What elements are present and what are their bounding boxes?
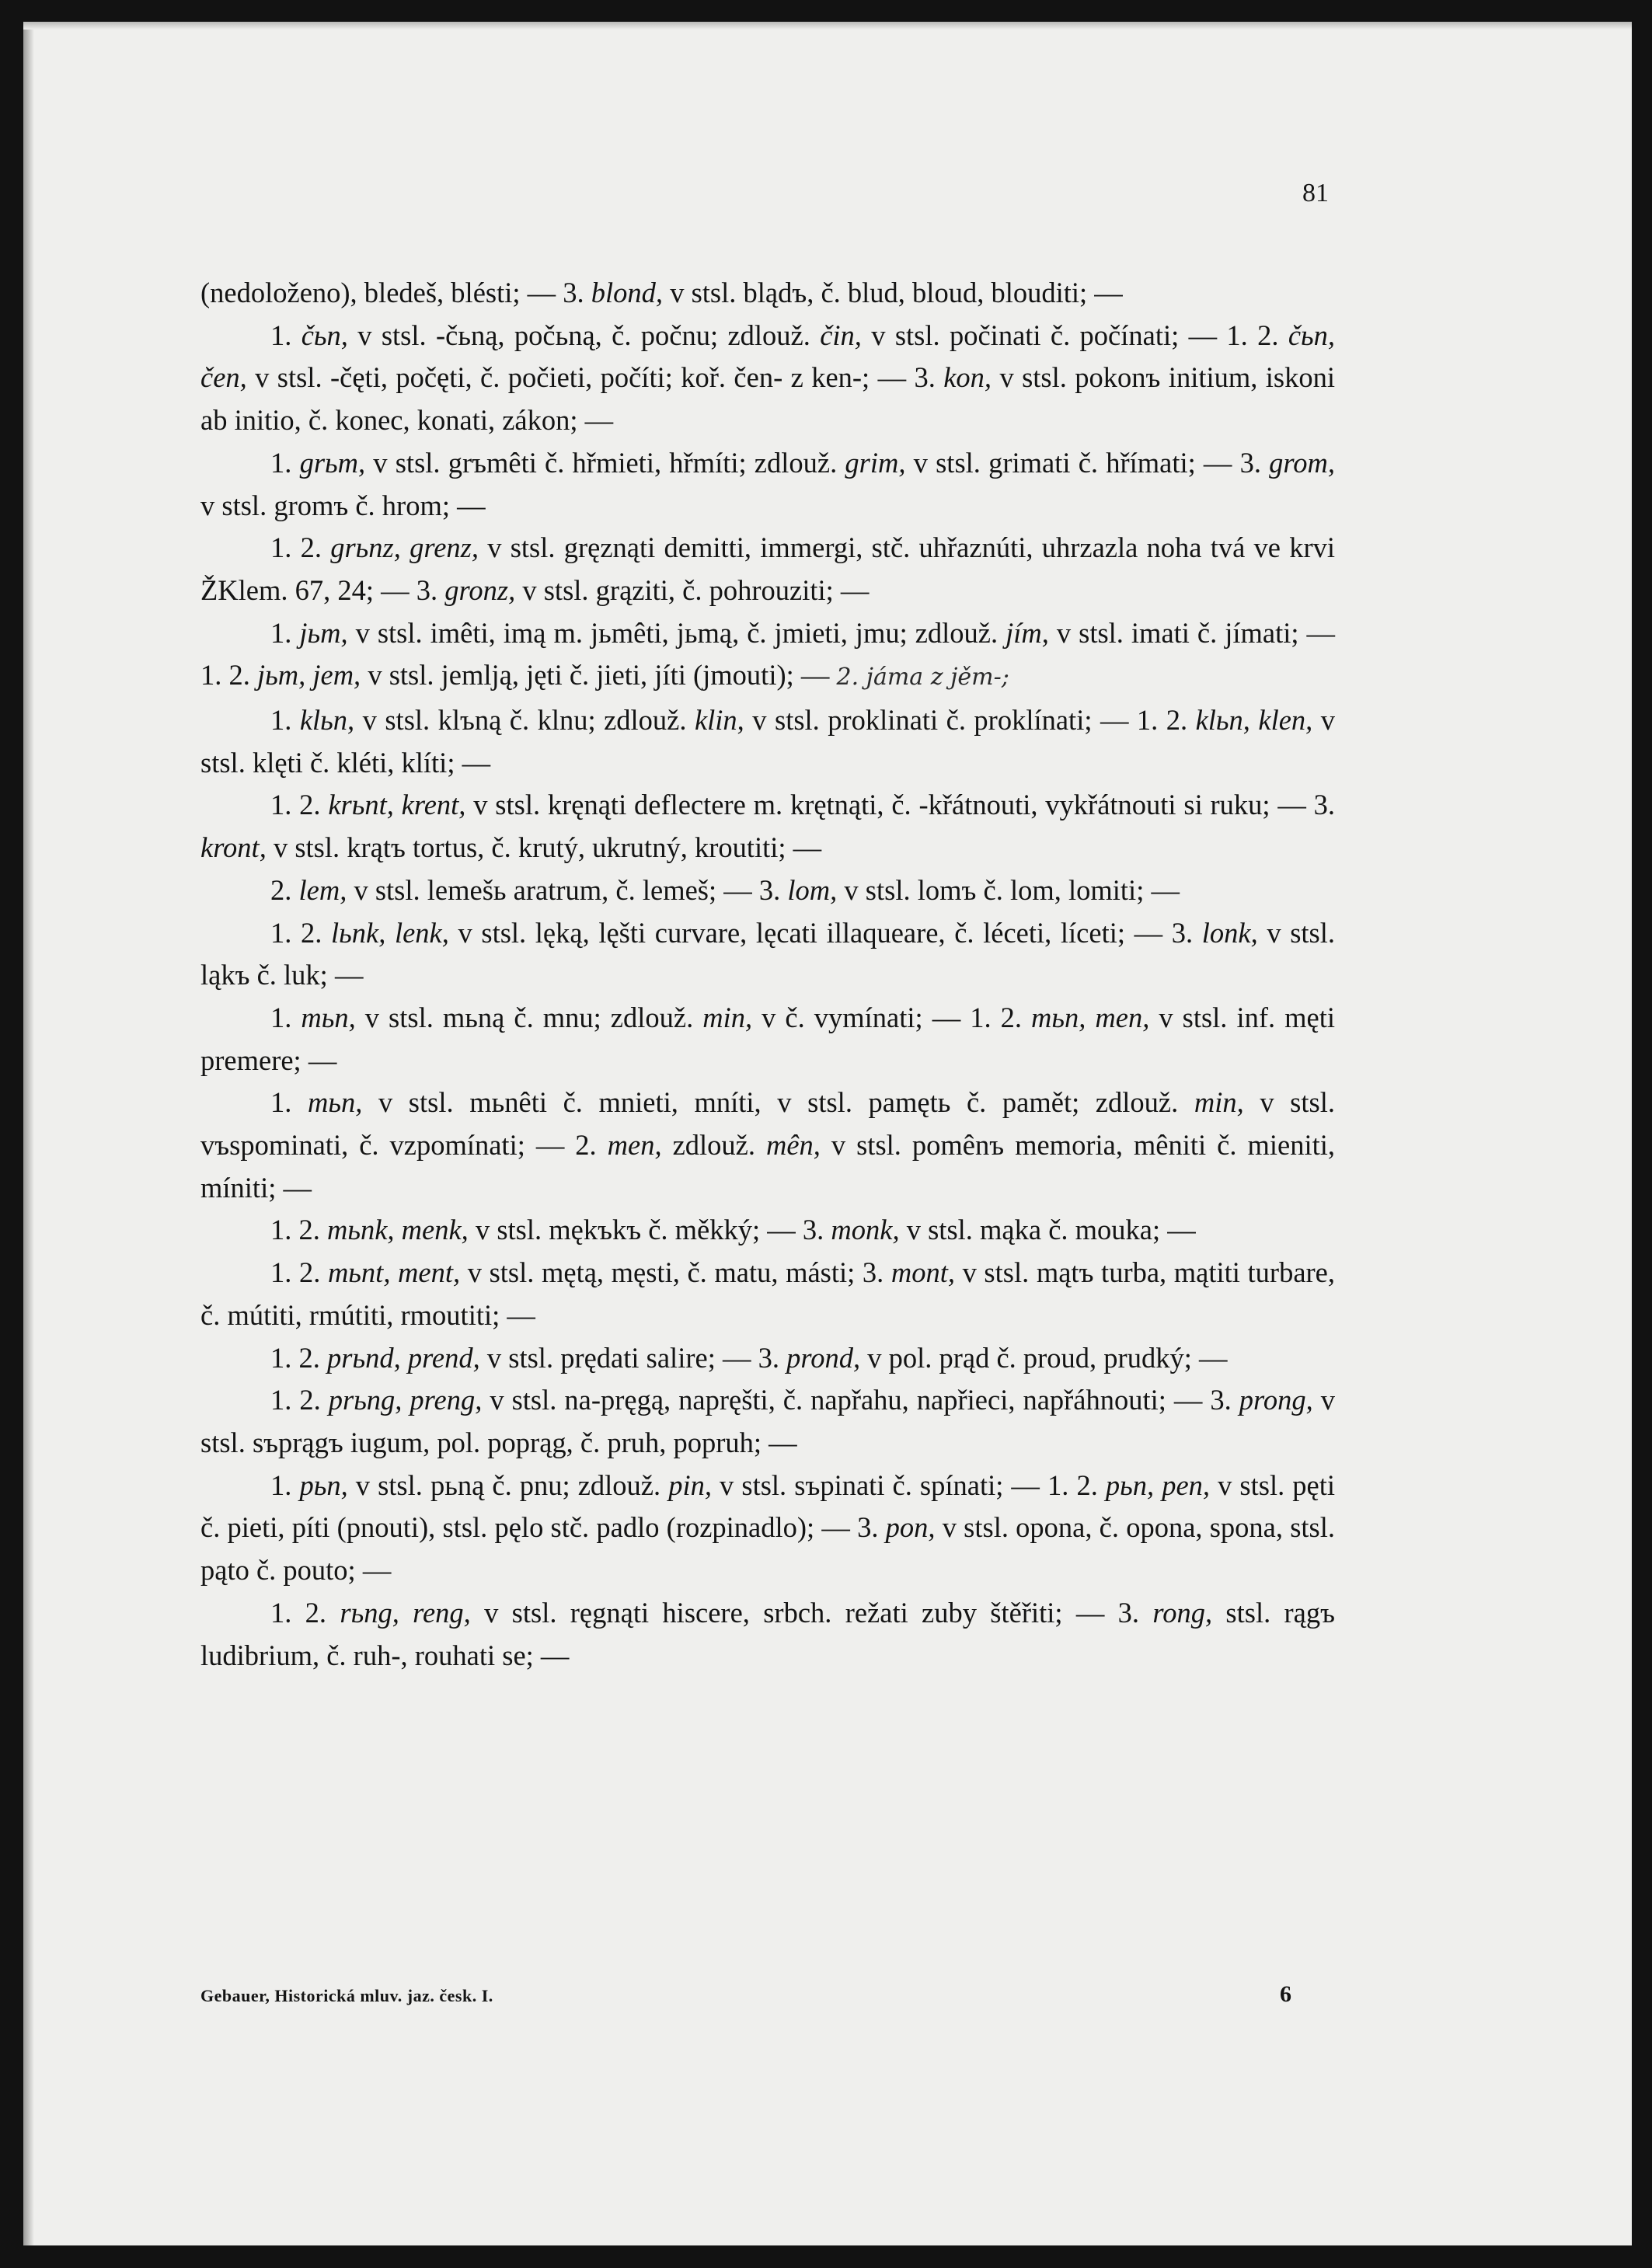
text-run: 1. 2.	[270, 1384, 329, 1416]
etymon-italic: mьn,	[307, 1086, 363, 1119]
paragraph	[200, 1465, 1335, 1592]
text-run: 1.	[270, 446, 300, 479]
text-run: 2.	[270, 873, 299, 906]
text-run: v stsl. na-pręgą, napręšti, č. napřahu, napřieci, napřáhnouti; — 3.	[482, 1384, 1239, 1416]
text-run: v stsl. gręznąti demitti, immergi, stč. uhřaznúti, uhrzazla noha tvá ve krvi ŽKlem. 67, 24; — 3.	[200, 531, 1336, 606]
text-run: v stsl. sъpinati č. spínati; — 1. 2.	[711, 1468, 1106, 1501]
text-run: v stsl. grąziti, č. pohrouziti; —	[515, 573, 870, 606]
text-run: 1. 2.	[270, 916, 331, 949]
etymon-italic: mьnk, menk,	[327, 1214, 469, 1246]
text-run: v stsl. grъmêti č. hřmieti, hřmíti; zdlouž.	[365, 446, 845, 479]
etymon-italic: pin,	[668, 1468, 712, 1501]
text-run: 1.	[270, 1001, 301, 1033]
text-run: v stsl. mьnêti č. mnieti, mníti, v stsl. pamętь č. pamět; zdlouž.	[362, 1086, 1194, 1119]
etymon-italic: klin,	[694, 704, 744, 737]
text-run: (nedoloženo), bledeš, blésti; — 3.	[200, 277, 591, 308]
etymon-italic: pon,	[885, 1511, 936, 1544]
paragraph	[200, 1209, 1335, 1252]
etymon-italic: grьm,	[299, 446, 366, 479]
text-run: 1. 2.	[270, 1596, 340, 1629]
etymon-italic: mьn, men,	[1031, 1001, 1150, 1033]
book-page	[23, 22, 1632, 2245]
text-run: v stsl. klęti č. kléti, klíti; —	[200, 704, 1336, 779]
text-run: 1. 2.	[270, 789, 329, 821]
etymon-italic: pьn, pen,	[1105, 1468, 1211, 1501]
text-run: 1. 2.	[270, 531, 331, 564]
etymon-italic: jьm,	[299, 616, 348, 649]
text-run: v stsl. imêti, imą m. jьmêti, jьmą, č. jmieti, jmu; zdlouž.	[347, 616, 1006, 649]
text-run: v stsl. pomênъ memoria, mêniti č. mieniti, míniti; —	[200, 1129, 1335, 1204]
text-run: v stsl. lemešь aratrum, č. lemeš; — 3.	[347, 873, 788, 906]
text-run: v stsl. krątъ tortus, č. krutý, ukrutný, kroutiti; —	[266, 831, 822, 864]
etymon-italic: čьn,	[301, 319, 348, 351]
handwritten-note: 2. jáma z jěm-;	[836, 664, 1009, 692]
etymon-italic: jím,	[1005, 616, 1049, 649]
text-run: v stsl. pokonъ initium, iskoni ab initio, č. konec, konati, zákon; —	[200, 361, 1335, 437]
text-run: 1. 2.	[270, 1214, 327, 1246]
text-run: 1. 2.	[270, 1341, 327, 1374]
text-run: 1.	[270, 704, 300, 737]
paragraph	[200, 1379, 1335, 1464]
paragraph	[200, 784, 1335, 869]
etymon-italic: klьn,	[299, 704, 355, 737]
etymon-italic: rьng, reng,	[340, 1596, 471, 1629]
etymon-italic: grom,	[1269, 446, 1335, 479]
text-run: v stsl. imati č. jímati; — 1. 2.	[200, 616, 1335, 692]
etymon-italic: pьn,	[299, 1468, 348, 1501]
etymon-italic: lonk,	[1201, 916, 1258, 949]
etymon-italic: prong,	[1239, 1384, 1313, 1416]
paragraph	[200, 997, 1335, 1082]
text-run: 1.	[270, 616, 300, 649]
text-run: 1.	[270, 319, 301, 351]
text-run: v stsl. kręnąti deflectere m. krętnąti, č. -křátnouti, vykřátnouti si ruku; — 3.	[465, 789, 1336, 821]
text-run: v pol. prąd č. proud, prudký; —	[860, 1341, 1228, 1374]
text-run: 1.	[270, 1468, 300, 1501]
text-run: stsl. rągъ ludibrium, č. ruh-, rouhati se; —	[200, 1596, 1335, 1671]
page-number: 81	[1302, 179, 1329, 207]
etymon-italic: monk,	[831, 1214, 900, 1246]
etymon-italic: mont,	[890, 1256, 955, 1289]
text-run: v stsl. ręgnąti hiscere, srbch. režati zuby štěřiti; — 3.	[470, 1596, 1153, 1629]
text-run: v stsl. mękъkъ č. měkký; — 3.	[468, 1214, 831, 1246]
text-run: v stsl. vъspominati, č. vzpomínati; — 2.	[200, 1086, 1336, 1162]
etymon-italic: men,	[607, 1129, 662, 1162]
paragraph	[200, 1337, 1335, 1380]
text-run: v stsl. pьną č. pnu; zdlouž.	[347, 1468, 669, 1501]
text-run: v stsl. -čьną, počьną, č. počnu; zdlouž.	[347, 319, 821, 351]
text-run: v č. vymínati; — 1. 2.	[752, 1001, 1032, 1033]
text-run: v stsl. proklinati č. proklínati; — 1. 2.	[744, 704, 1196, 737]
etymon-italic: grьnz, grenz,	[330, 531, 479, 564]
etymon-italic: prond,	[786, 1341, 861, 1374]
text-run: v stsl. sъprągъ iugum, pol. poprąg, č. pruh, popruh; —	[200, 1384, 1336, 1458]
text-run: v stsl. opona, č. opona, spona, stsl. pąto č. pouto; —	[200, 1511, 1336, 1587]
text-run: v stsl. počinati č. počínati; — 1. 2.	[861, 319, 1288, 351]
text-run: v stsl. klъną č. klnu; zdlouž.	[354, 704, 695, 737]
text-run: v stsl. pęti č. pieti, píti (pnouti), stsl. pęlo stč. padlo (rozpinadlo); — 3.	[200, 1468, 1336, 1544]
etymon-italic: prьng, preng,	[328, 1384, 483, 1416]
paragraph	[200, 869, 1335, 912]
text-run: v stsl. mąka č. mouka; —	[899, 1214, 1196, 1246]
etymon-italic: kon,	[943, 361, 992, 394]
etymon-italic: čьn, čen,	[200, 319, 1336, 394]
text-run: 1.	[270, 1086, 308, 1119]
text-run: v stsl. mątъ turba, mątiti turbare, č. mútiti, rmútiti, rmoutiti; —	[200, 1256, 1335, 1331]
etymon-italic: min,	[702, 1001, 753, 1033]
etymon-italic: rong,	[1152, 1596, 1213, 1629]
etymon-italic: klьn, klen,	[1195, 704, 1313, 737]
body-text	[200, 272, 1335, 1677]
etymon-italic: čin,	[820, 319, 862, 351]
etymon-italic: prьnd, prend,	[327, 1341, 480, 1374]
footer-source: Gebauer, Historická mluv. jaz. česk. I.	[200, 1986, 493, 2005]
etymon-italic: gronz,	[444, 573, 516, 606]
etymon-italic: mьnt, ment,	[327, 1256, 461, 1289]
paragraph	[200, 912, 1335, 997]
etymon-italic: blond,	[591, 277, 664, 308]
paragraph	[200, 442, 1335, 527]
text-run: v stsl. mętą, męsti, č. matu, másti; 3.	[460, 1256, 891, 1289]
page-top-edge	[23, 22, 1632, 30]
etymon-italic: lem,	[298, 873, 347, 906]
text-run: v stsl. gromъ č. hrom; —	[200, 489, 486, 521]
text-run: zdlouž.	[661, 1129, 766, 1162]
text-run: v stsl. blądъ, č. blud, bloud, blouditi; —	[663, 277, 1123, 308]
footer-signature: 6	[1280, 1981, 1291, 2007]
text-run: 1. 2.	[270, 1256, 328, 1289]
etymon-italic: grim,	[845, 446, 906, 479]
paragraph	[200, 315, 1335, 442]
paragraph	[200, 1252, 1335, 1336]
paragraph	[200, 1592, 1335, 1677]
paragraph	[200, 1082, 1335, 1209]
text-run: v stsl. grimati č. hřímati; — 3.	[905, 446, 1270, 479]
text-run: v stsl. lomъ č. lom, lomiti; —	[837, 873, 1180, 906]
text-run: v stsl. jemlją, jęti č. jieti, jíti (jmouti); —	[361, 659, 837, 692]
text-run: v stsl. prędati salire; — 3.	[479, 1341, 787, 1374]
etymon-italic: kront,	[200, 831, 267, 864]
etymon-italic: krьnt, krent,	[328, 789, 466, 821]
paragraph	[200, 272, 1335, 315]
page-footer	[200, 1981, 1291, 2007]
text-run: v stsl. inf. męti premere; —	[200, 1001, 1336, 1076]
paragraph	[200, 612, 1335, 699]
text-run: v stsl. lęką, lęšti curvare, lęcati illaqueare, č. léceti, líceti; — 3.	[448, 916, 1202, 949]
paragraph	[200, 527, 1335, 611]
etymon-italic: mên,	[765, 1129, 821, 1162]
etymon-italic: mьn,	[301, 1001, 356, 1033]
etymon-italic: lom,	[787, 873, 838, 906]
etymon-italic: min,	[1194, 1086, 1244, 1119]
text-run: v stsl. ląkъ č. luk; —	[200, 916, 1336, 991]
paragraph	[200, 699, 1335, 784]
text-run: v stsl. mьną č. mnu; zdlouž.	[355, 1001, 703, 1033]
etymon-italic: lьnk, lenk,	[331, 916, 449, 949]
page-left-edge	[23, 22, 34, 2245]
etymon-italic: jьm, jem,	[257, 659, 361, 692]
text-run: v stsl. -čęti, počęti, č. počieti, počíti; koř. čen- z ken-; — 3.	[246, 361, 944, 394]
